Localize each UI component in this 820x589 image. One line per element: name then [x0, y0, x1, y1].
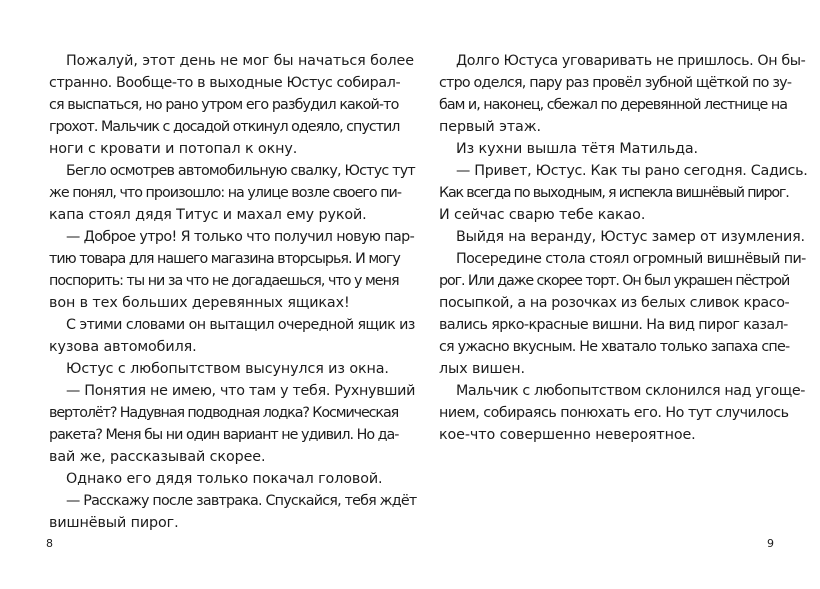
text-line: лых вишен.	[439, 361, 525, 377]
text-line: вишнёвый пирог.	[49, 515, 179, 531]
text-line: грохот. Мальчик с досадой откинул одеяло, спустил	[49, 119, 400, 135]
right-page	[410, 0, 820, 589]
text-line: кое-что совершенно невероятное.	[439, 427, 696, 443]
text-line: Пожалуй, этот день не мог бы начаться более	[66, 53, 414, 69]
text-line: С этими словами он вытащил очередной ящик из	[66, 317, 415, 333]
text-line: вертолёт? Надувная подводная лодка? Космическая	[49, 405, 399, 421]
text-line: Как всегда по выходным, я испекла вишнёвый пирог.	[439, 185, 789, 201]
text-line: Из кухни вышла тётя Матильда.	[456, 141, 698, 157]
text-line: Мальчик с любопытством склонился над угоще-	[456, 383, 806, 399]
text-line: бам и, наконец, сбежал по деревянной лестнице на	[439, 97, 787, 113]
text-line: — Привет, Юстус. Как ты рано сегодня. Садись.	[456, 163, 808, 179]
text-line: посыпкой, а на розочках из белых сливок красо-	[439, 295, 790, 311]
text-line: Однако его дядя только покачал головой.	[66, 471, 383, 487]
text-line: кузова автомобиля.	[49, 339, 197, 355]
text-line: тию товара для нашего магазина вторсырья. И могу	[49, 251, 400, 267]
text-line: — Понятия не имею, что там у тебя. Рухнувший	[66, 383, 416, 399]
text-line: ся выспаться, но рано утром его разбудил какой-то	[49, 97, 399, 113]
text-line: капа стоял дядя Титус и махал ему рукой.	[49, 207, 367, 223]
text-line: Юстус с любопытством высунулся из окна.	[66, 361, 389, 377]
text-line: вай же, рассказывай скорее.	[49, 449, 266, 465]
text-line: нием, собираясь понюхать его. Но тут случилось	[439, 405, 789, 421]
text-line: Долго Юстуса уговаривать не пришлось. Он бы-	[456, 53, 806, 69]
text-line: же понял, что произошло: на улице возле своего пи-	[49, 185, 401, 201]
text-line: Выйдя на веранду, Юстус замер от изумления.	[456, 229, 805, 245]
text-line: вон в тех больших деревянных ящиках!	[49, 295, 350, 311]
text-line: первый этаж.	[439, 119, 541, 135]
text-line: Посередине стола стоял огромный вишнёвый пи-	[456, 251, 806, 267]
text-line: Бегло осмотрев автомобильную свалку, Юстус тут	[66, 163, 415, 179]
page-number: 9	[767, 537, 774, 550]
text-line: — Доброе утро! Я только что получил новую пар-	[66, 229, 415, 245]
text-line: рог. Или даже скорее торт. Он был украшен пёстрой	[439, 273, 790, 289]
text-line: стро оделся, пару раз провёл зубной щёткой по зу-	[439, 75, 792, 91]
text-line: ракета? Меня бы ни один вариант не удивил. Но да-	[49, 427, 399, 443]
text-line: вались ярко-красные вишни. На вид пирог казал-	[439, 317, 788, 333]
text-line: ся ужасно вкусным. Не хватало только запаха спе-	[439, 339, 790, 355]
text-line: ноги с кровати и потопал к окну.	[49, 141, 298, 157]
text-line: И сейчас сварю тебе какао.	[439, 207, 646, 223]
page-number: 8	[46, 537, 53, 550]
text-line: — Расскажу после завтрака. Спускайся, тебя ждёт	[66, 493, 417, 509]
text-line: поспорить: ты ни за что не догадаешься, что у меня	[49, 273, 399, 289]
text-line: странно. Вообще-то в выходные Юстус собирал-	[49, 75, 401, 91]
